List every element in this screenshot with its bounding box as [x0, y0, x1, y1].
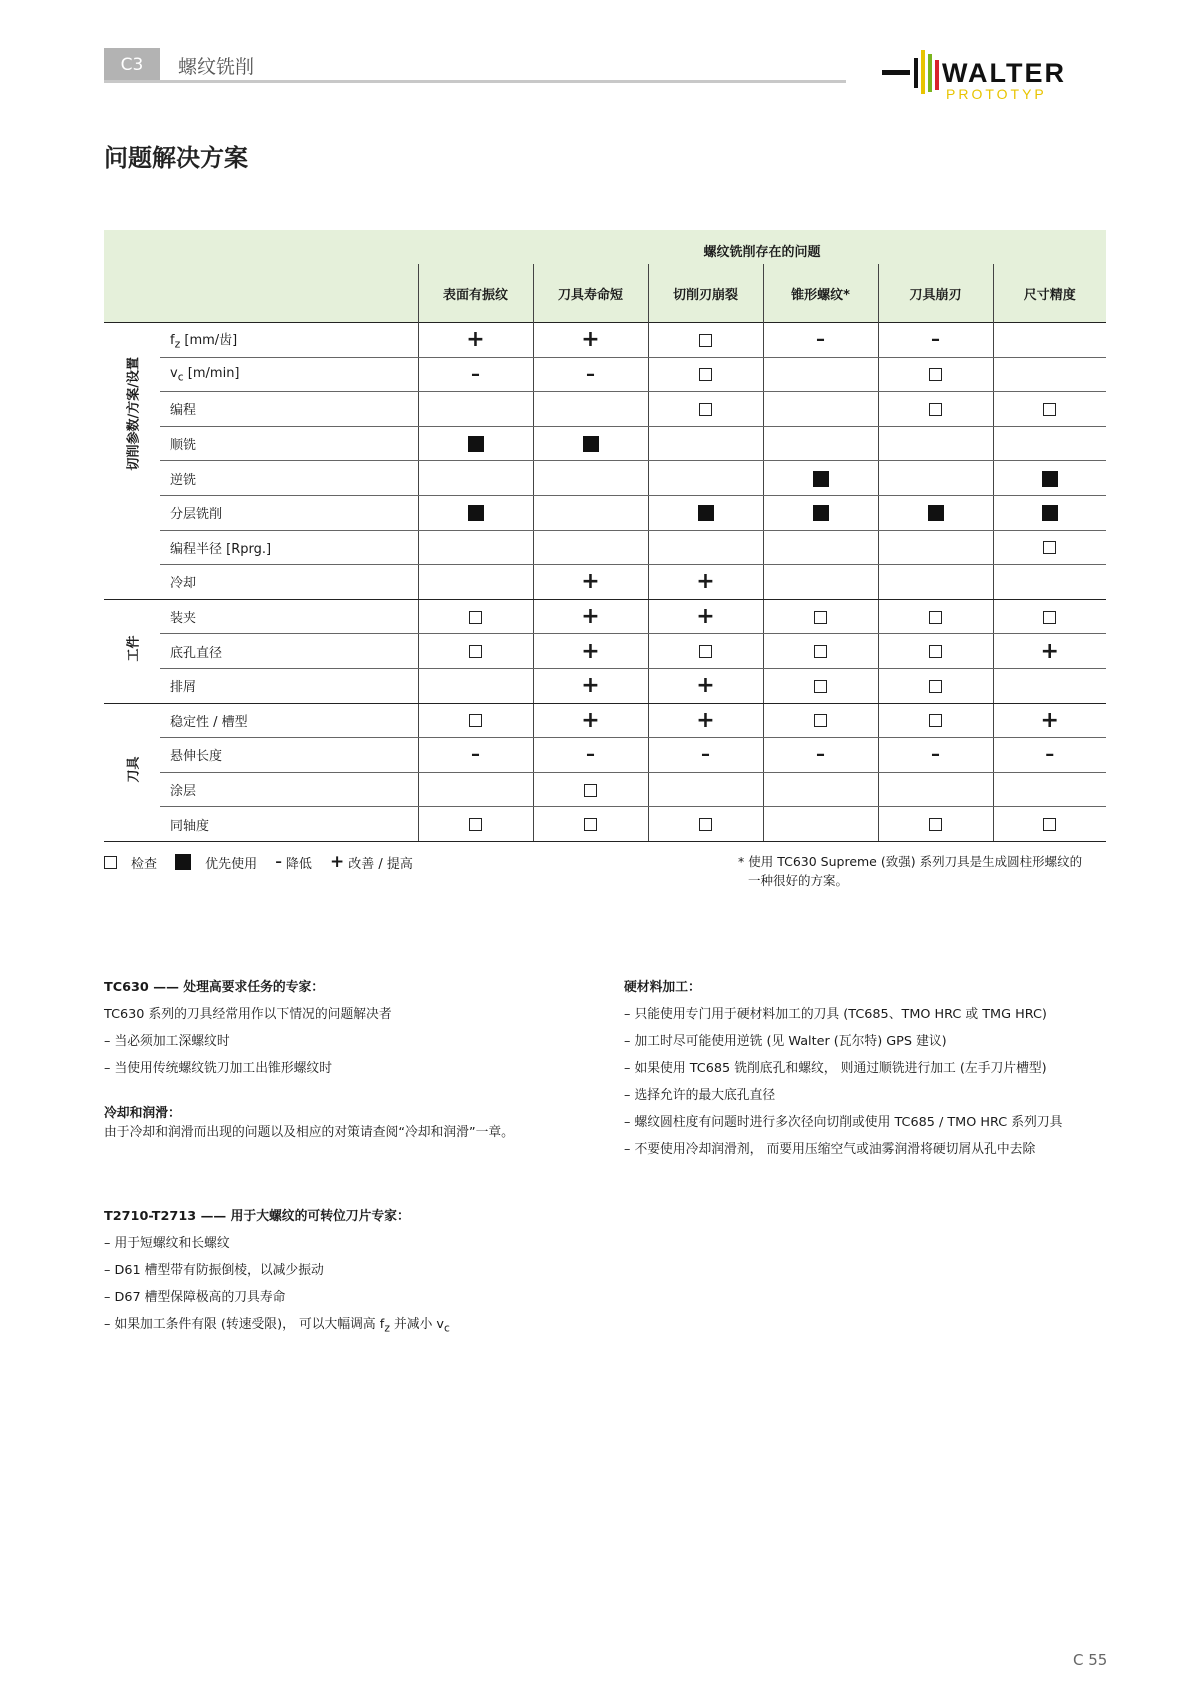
prefer-icon	[418, 495, 533, 530]
table-row	[104, 599, 1106, 634]
t2710-line-4: – 如果加工条件有限 (转速受限)， 可以大幅调高 $f_z$ 并减小 $v_c$	[104, 1317, 450, 1335]
empty-cell	[993, 565, 1106, 600]
check-icon	[104, 856, 117, 869]
check-icon	[878, 634, 993, 669]
check-icon	[418, 599, 533, 634]
check-icon	[648, 392, 763, 427]
check-icon	[878, 392, 993, 427]
empty-cell	[418, 565, 533, 600]
table-row	[104, 634, 1106, 669]
logo-subtext: PROTOTYP	[946, 86, 1047, 102]
empty-cell	[878, 772, 993, 807]
legend-improve: 改善 / 提高	[348, 856, 413, 872]
minus-icon: –	[533, 357, 648, 392]
empty-cell	[418, 461, 533, 496]
logo-bar	[935, 60, 939, 90]
check-icon	[763, 634, 878, 669]
group-label: 切削参数/方案/设置	[104, 323, 160, 600]
row-label: 逆铣	[160, 461, 418, 496]
plus-icon: +	[993, 634, 1106, 669]
prefer-icon	[993, 495, 1106, 530]
legend	[104, 852, 427, 872]
prefer-icon	[993, 461, 1106, 496]
empty-cell	[878, 565, 993, 600]
empty-cell	[878, 461, 993, 496]
plus-icon: +	[533, 634, 648, 669]
empty-cell	[763, 772, 878, 807]
chapter-tab: C3	[104, 48, 160, 82]
legend-reduce: 降低	[285, 856, 312, 872]
empty-cell	[533, 530, 648, 565]
table-row	[104, 738, 1106, 773]
prefer-icon	[648, 495, 763, 530]
empty-cell	[763, 426, 878, 461]
empty-cell	[648, 426, 763, 461]
row-label: 编程半径 [Rprg.]	[160, 530, 418, 565]
plus-icon: +	[648, 565, 763, 600]
column-header: 表面有振纹	[418, 264, 533, 323]
column-header: 切削刃崩裂	[648, 264, 763, 323]
prefer-icon	[763, 461, 878, 496]
minus-icon: –	[533, 738, 648, 773]
table-row	[104, 461, 1106, 496]
table-row	[104, 495, 1106, 530]
row-label: 装夹	[160, 599, 418, 634]
group-label: 刀具	[104, 703, 160, 841]
table-row	[104, 772, 1106, 807]
minus-icon: –	[878, 738, 993, 773]
check-icon	[878, 599, 993, 634]
logo-bar	[914, 58, 918, 88]
check-icon	[648, 357, 763, 392]
row-label: 排屑	[160, 668, 418, 703]
minus-icon: –	[418, 738, 533, 773]
prefer-icon	[175, 854, 191, 870]
table-row	[104, 565, 1106, 600]
plus-icon: +	[533, 323, 648, 358]
column-header: 刀具崩刃	[878, 264, 993, 323]
check-icon	[993, 392, 1106, 427]
page-number: C 55	[1073, 1651, 1108, 1669]
empty-cell	[993, 426, 1106, 461]
empty-cell	[418, 772, 533, 807]
check-icon	[648, 807, 763, 842]
prefer-icon	[878, 495, 993, 530]
row-label: 涂层	[160, 772, 418, 807]
section-title: 螺纹铣削	[178, 56, 255, 78]
empty-cell	[763, 530, 878, 565]
table-row	[104, 426, 1106, 461]
plus-icon: +	[533, 565, 648, 600]
minus-icon: –	[418, 357, 533, 392]
t2710-block: T2710-T2713 —— 用于大螺纹的可转位刀片专家： – 用于短螺纹和长螺纹 – D61 槽型带有防振倒棱，以减少振动 – D67 槽型保障极高的刀具寿命 – 如果加工条件有限 (转速受限)， 可以大幅调高 $f_z$ 并减小 $v_c$	[104, 1203, 624, 1342]
group-label: 工件	[104, 599, 160, 703]
check-icon	[763, 703, 878, 738]
empty-cell	[648, 530, 763, 565]
check-icon	[993, 530, 1106, 565]
walter-logo	[880, 44, 1110, 104]
empty-cell	[763, 565, 878, 600]
problems-title: 螺纹铣削存在的问题	[418, 230, 1106, 264]
empty-cell	[648, 772, 763, 807]
empty-cell	[993, 668, 1106, 703]
check-icon	[993, 599, 1106, 634]
check-icon	[878, 357, 993, 392]
plus-icon: +	[329, 852, 345, 872]
row-label: 同轴度	[160, 807, 418, 842]
check-icon	[878, 703, 993, 738]
row-label: 底孔直径	[160, 634, 418, 669]
plus-icon: +	[648, 599, 763, 634]
check-icon	[533, 772, 648, 807]
column-header: 刀具寿命短	[533, 264, 648, 323]
row-label: 分层铣削	[160, 495, 418, 530]
empty-cell	[418, 392, 533, 427]
page-title: 问题解决方案	[104, 144, 248, 172]
empty-cell	[533, 495, 648, 530]
minus-icon: –	[993, 738, 1106, 773]
empty-cell	[763, 357, 878, 392]
empty-cell	[648, 461, 763, 496]
check-icon	[763, 599, 878, 634]
prefer-icon	[418, 426, 533, 461]
cooling-block: 冷却和润滑： 由于冷却和润滑而出现的问题以及相应的对策请查阅“冷却和润滑”一章。	[104, 1106, 514, 1140]
logo-text: WALTER	[942, 58, 1066, 88]
check-icon	[418, 634, 533, 669]
check-icon	[418, 807, 533, 842]
row-label: 稳定性 / 槽型	[160, 703, 418, 738]
prefer-icon	[763, 495, 878, 530]
check-icon	[878, 807, 993, 842]
plus-icon: +	[418, 323, 533, 358]
table-row	[104, 357, 1106, 392]
check-icon	[648, 323, 763, 358]
minus-icon: –	[878, 323, 993, 358]
empty-cell	[763, 807, 878, 842]
empty-cell	[533, 392, 648, 427]
problem-table	[104, 230, 1106, 842]
hard-material-block: 硬材料加工： – 只能使用专门用于硬材料加工的刀具 (TC685、TMO HRC 或 TMG HRC) – 加工时尽可能使用逆铣 (见 Walter (瓦尔特) GPS 建议) – 如果使用 TC685 铣削底孔和螺纹， 则通过顺铣进行加工 (左手刀片槽型) – 选择允许的最大底孔直径 – 螺纹圆柱度有问题时进行多次径向切削或使用 TC685 / TMO HRC 系列刀具 – 不要使用冷却润滑剂， 而要用压缩空气或油雾润滑将硬切屑从孔中去除	[624, 980, 1063, 1157]
logo-bar	[921, 50, 925, 94]
minus-icon: –	[275, 854, 282, 870]
table-row	[104, 323, 1106, 358]
empty-cell	[533, 461, 648, 496]
check-icon	[648, 634, 763, 669]
tc630-block: TC630 —— 处理高要求任务的专家： TC630 系列的刀具经常用作以下情况的问题解决者 – 当必须加工深螺纹时 – 当使用传统螺纹铣刀加工出锥形螺纹时	[104, 980, 392, 1076]
table-row	[104, 807, 1106, 842]
column-header: 锥形螺纹*	[763, 264, 878, 323]
table-row	[104, 703, 1106, 738]
empty-cell	[763, 392, 878, 427]
check-icon	[418, 703, 533, 738]
plus-icon: +	[533, 703, 648, 738]
table-row	[104, 530, 1106, 565]
empty-cell	[418, 668, 533, 703]
check-icon	[878, 668, 993, 703]
table-row	[104, 392, 1106, 427]
minus-icon: –	[763, 738, 878, 773]
plus-icon: +	[648, 703, 763, 738]
empty-cell	[993, 323, 1106, 358]
check-icon	[763, 668, 878, 703]
column-header: 尺寸精度	[993, 264, 1106, 323]
table-row	[104, 668, 1106, 703]
logo-bar	[882, 70, 910, 75]
row-label: 编程	[160, 392, 418, 427]
plus-icon: +	[648, 668, 763, 703]
row-label: 悬伸长度	[160, 738, 418, 773]
row-label: 顺铣	[160, 426, 418, 461]
row-label: 冷却	[160, 565, 418, 600]
prefer-icon	[533, 426, 648, 461]
empty-cell	[878, 426, 993, 461]
check-icon	[993, 807, 1106, 842]
minus-icon: –	[648, 738, 763, 773]
plus-icon: +	[533, 599, 648, 634]
empty-cell	[418, 530, 533, 565]
check-icon	[533, 807, 648, 842]
legend-prefer: 优先使用	[205, 856, 258, 872]
header-rule	[104, 80, 846, 83]
empty-cell	[878, 530, 993, 565]
minus-icon: –	[763, 323, 878, 358]
row-label: $v_c$ [m/min]	[160, 357, 418, 392]
logo-bar	[928, 54, 932, 92]
row-label: $f_z$ [mm/齿]	[160, 323, 418, 358]
footnote: * 使用 TC630 Supreme (致强) 系列刀具是生成圆柱形螺纹的 一种很好的方案。	[738, 854, 1083, 888]
legend-check: 检查	[131, 856, 158, 872]
plus-icon: +	[993, 703, 1106, 738]
empty-cell	[993, 357, 1106, 392]
empty-cell	[993, 772, 1106, 807]
plus-icon: +	[533, 668, 648, 703]
